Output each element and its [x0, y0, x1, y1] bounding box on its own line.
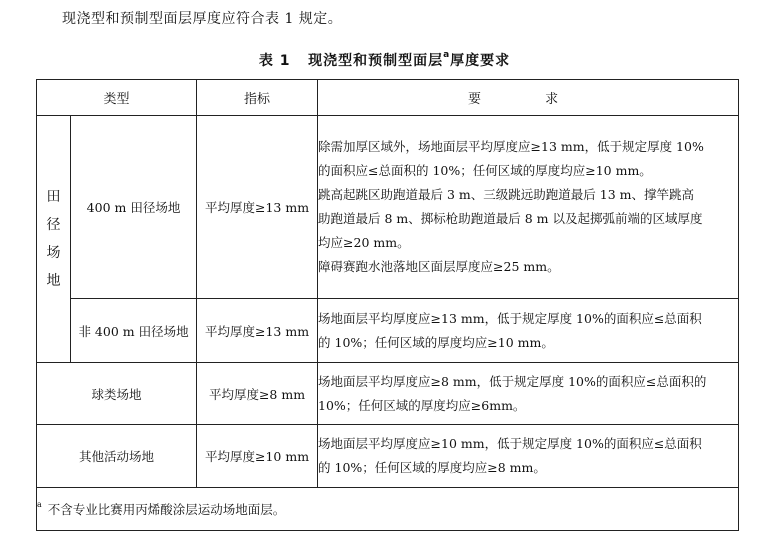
- row-type: 400 m 田径场地: [71, 116, 197, 299]
- table-row: [37, 425, 739, 488]
- group-char: 地: [46, 273, 61, 289]
- footnote-mark: a: [37, 499, 42, 509]
- row-requirement: 除需加厚区域外，场地面层平均厚度应≥13 mm，低于规定厚度 10% 的面积应≤总面积的 10%；任何区域的厚度均应≥10 mm。 跳高起跳区助跑道最后 3 m、三级跳远助跑道最后 13 m、撑竿跳高 助跑道最后 8 m、掷标枪助跑道最后 8 m 以及起掷弧前端的区域厚度 均应≥20 mm。 障碍赛跑水池落地区面层厚度应≥25 mm。: [318, 116, 739, 299]
- table-footnote-row: [37, 488, 739, 531]
- row-requirement: 场地面层平均厚度应≥13 mm，低于规定厚度 10%的面积应≤总面积 的 10%；任何区域的厚度均应≥10 mm。: [318, 299, 739, 363]
- row-indicator: 平均厚度≥10 mm: [197, 425, 318, 488]
- table-caption-title: 现浇型和预制型面层: [308, 53, 444, 69]
- row-requirement: 场地面层平均厚度应≥10 mm，低于规定厚度 10%的面积应≤总面积 的 10%；任何区域的厚度均应≥8 mm。: [318, 425, 739, 488]
- row-indicator: 平均厚度≥13 mm: [197, 116, 318, 299]
- row-type: 球类场地: [37, 363, 197, 425]
- header-requirement: 要 求: [318, 80, 739, 116]
- group-char: 径: [46, 217, 61, 233]
- intro-text: 现浇型和预制型面层厚度应符合表 1 规定。: [62, 11, 343, 27]
- thickness-table: [36, 79, 739, 531]
- group-char: 场: [46, 245, 61, 261]
- row-requirement: 场地面层平均厚度应≥8 mm，低于规定厚度 10%的面积应≤总面积的 10%；任何区域的厚度均应≥6mm。: [318, 363, 739, 425]
- row-type: 非 400 m 田径场地: [71, 299, 197, 363]
- header-indicator: 指标: [197, 80, 318, 116]
- group-char: 田: [46, 189, 61, 205]
- table-caption: [0, 50, 769, 70]
- row-indicator: 平均厚度≥8 mm: [197, 363, 318, 425]
- table-caption-title-end: 厚度要求: [450, 53, 511, 69]
- table-row: [37, 363, 739, 425]
- footnote-text: 不含专业比赛用丙烯酸涂层运动场地面层。: [47, 502, 286, 517]
- table-footnote: [37, 488, 739, 531]
- row-type: 其他活动场地: [37, 425, 197, 488]
- table-row: [37, 299, 739, 363]
- header-type: 类型: [37, 80, 197, 116]
- group-track-field: [37, 116, 71, 363]
- table-caption-label: 表 1: [258, 53, 291, 69]
- table-row: [37, 116, 739, 299]
- row-indicator: 平均厚度≥13 mm: [197, 299, 318, 363]
- footnote-mark: a: [443, 50, 451, 61]
- table-header-row: [37, 80, 739, 116]
